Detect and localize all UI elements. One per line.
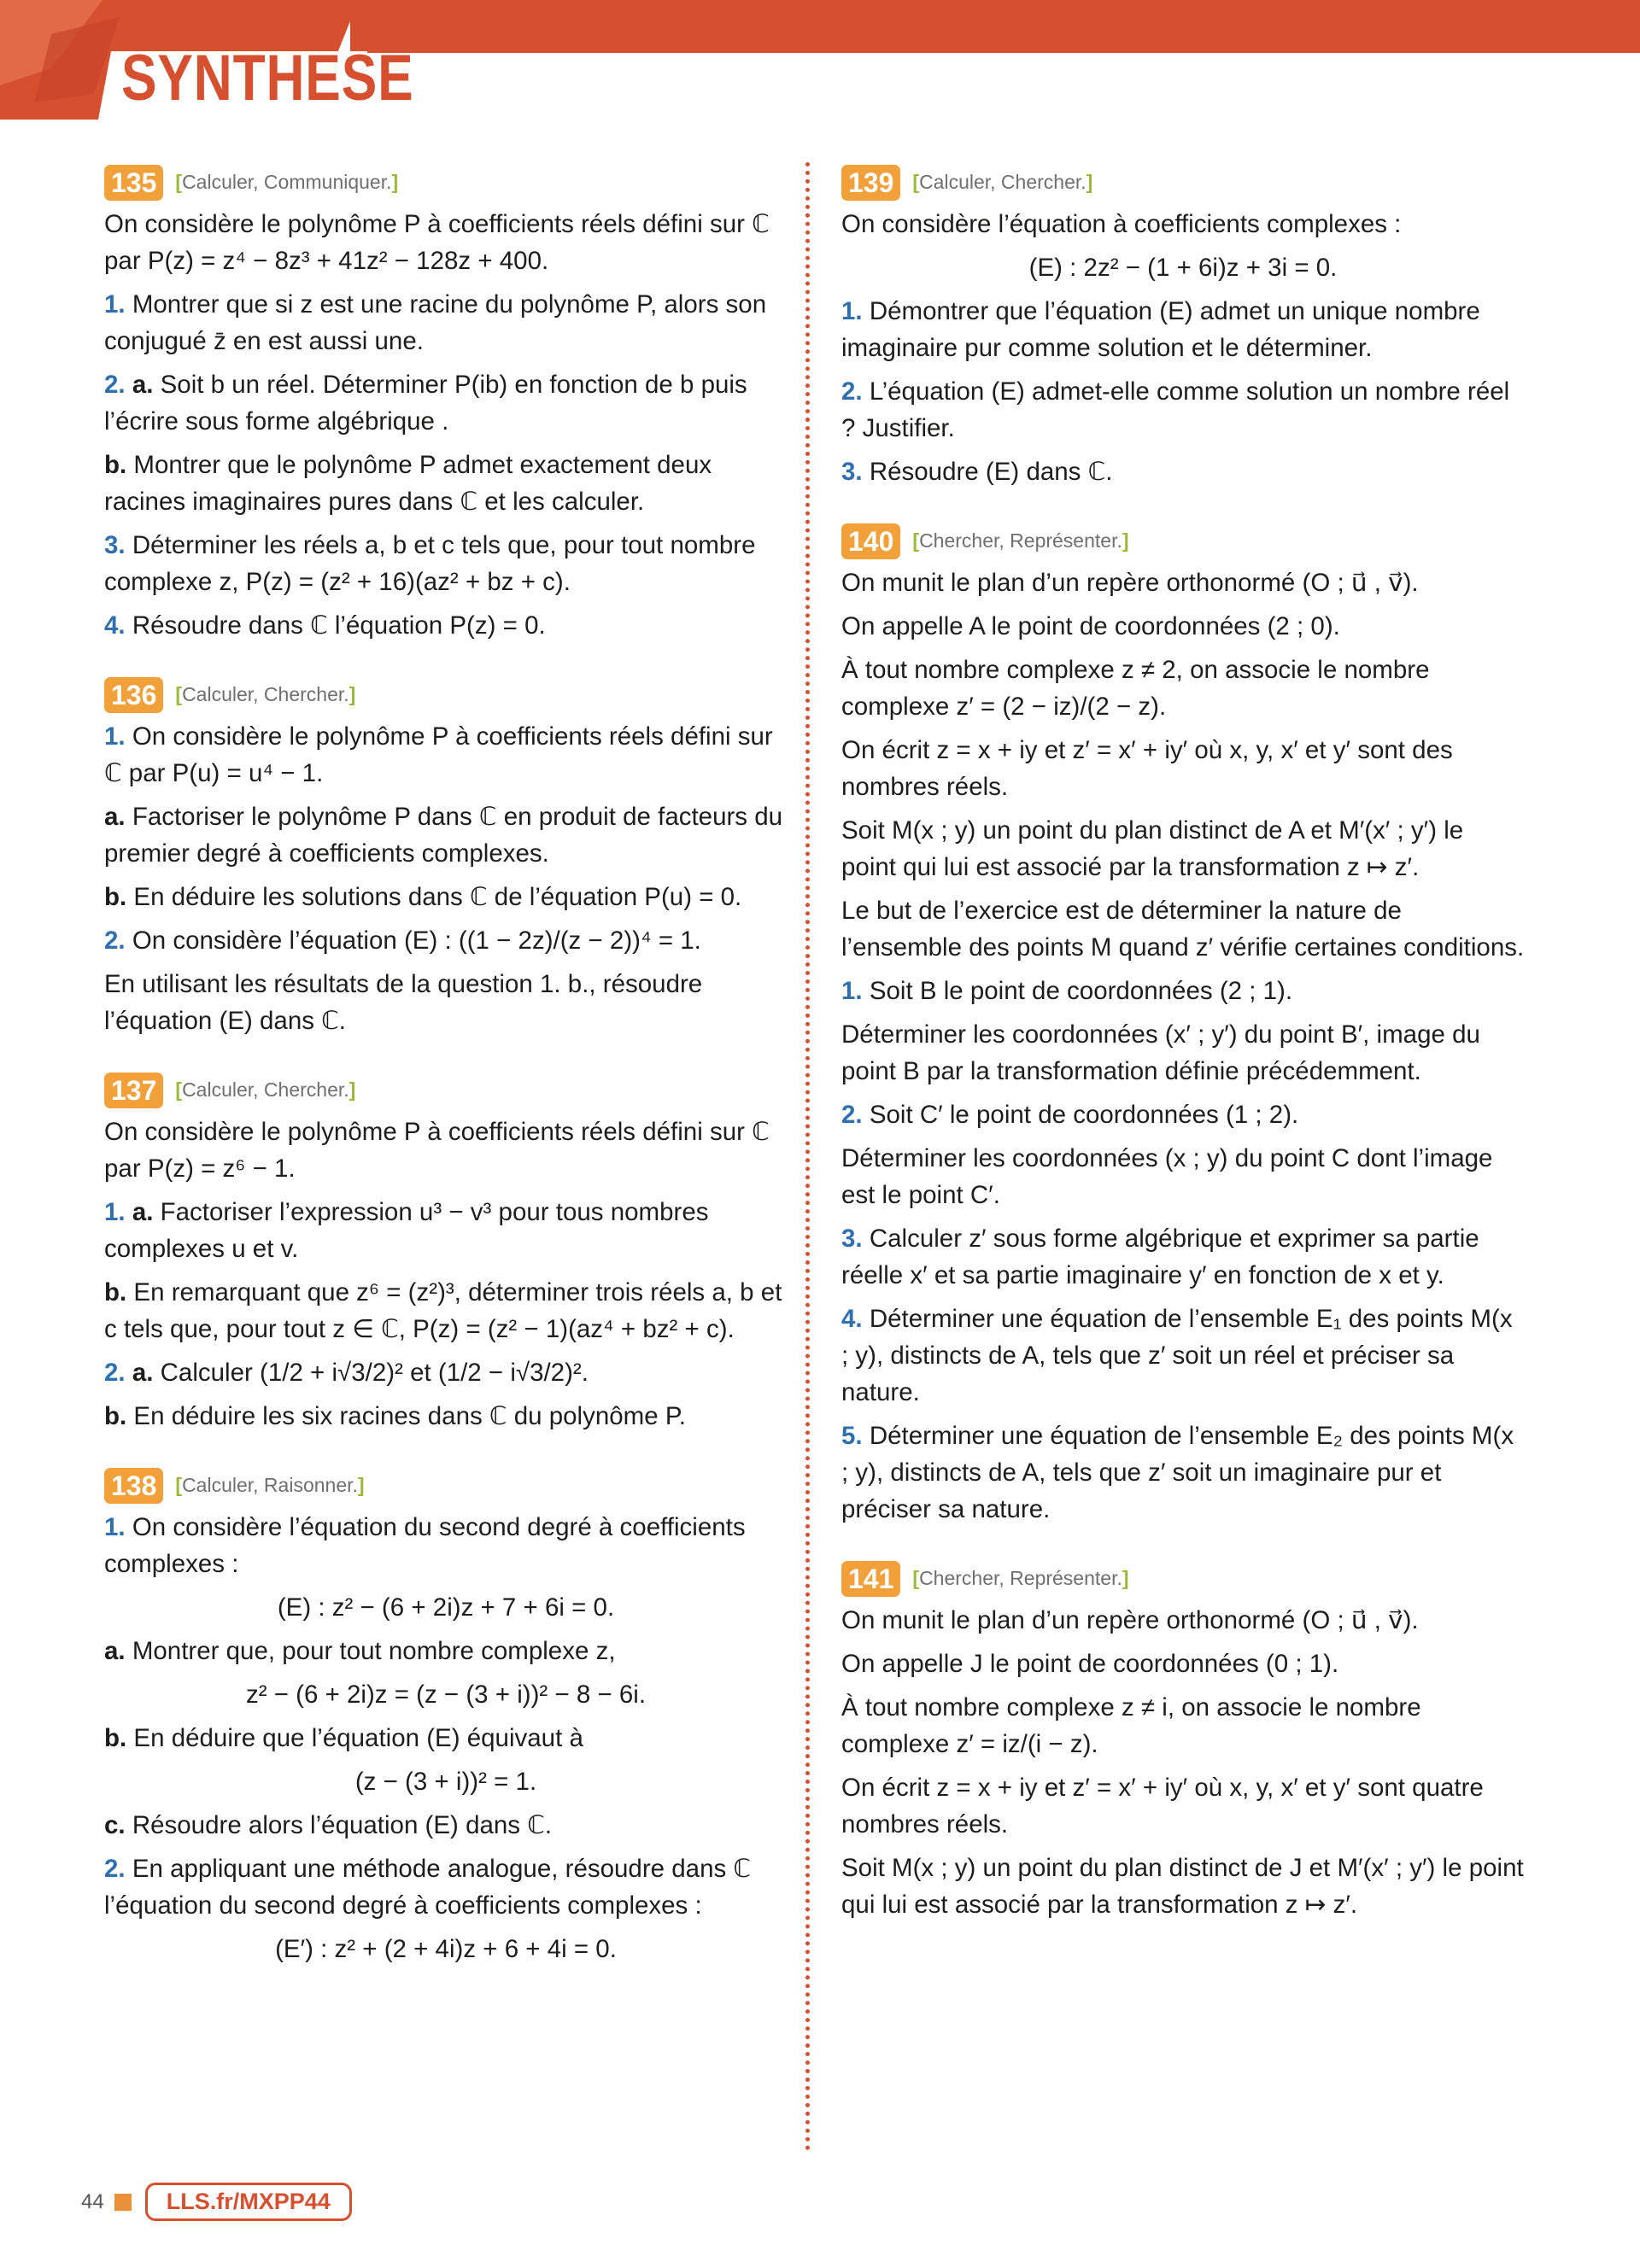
exercise-line: On munit le plan d’un repère orthonormé (O ; u⃗ , v⃗). [841, 1606, 1419, 1634]
exercise-line: On considère le polynôme P à coefficients réels défini sur ℂ par P(z) = z⁴ − 8z³ + 41z² − 128z + 400. [104, 210, 770, 275]
exercise-line: 1. On considère le polynôme P à coefficients réels défini sur ℂ par P(u) = u⁴ − 1. [104, 722, 773, 787]
exercise-line: 3. Résoudre (E) dans ℂ. [841, 458, 1113, 486]
exercise-line: 2. a. Calculer (1/2 + i√3/2)² et (1/2 − i√3/2)². [104, 1359, 589, 1387]
exercise-line: b. En déduire les six racines dans ℂ du polynôme P. [104, 1402, 686, 1430]
exercise-equation: (E) : z² − (6 + 2i)z + 7 + 6i = 0. [277, 1593, 615, 1622]
exercise-line: On munit le plan d’un repère orthonormé (O ; u⃗ , v⃗). [841, 569, 1419, 597]
page-footer [81, 2183, 352, 2221]
exercise-line: 3. Déterminer les réels a, b et c tels que, pour tout nombre complexe z, P(z) = (z² + 16)(az² + bz + c). [104, 531, 756, 596]
exercise-line: On appelle J le point de coordonnées (0 ; 1). [841, 1650, 1339, 1678]
exercise-skills: Calculer, Communiquer. [182, 171, 392, 193]
exercise-line: 2. En appliquant une méthode analogue, résoudre dans ℂ l’équation du second degré à coefficients complexes : [104, 1855, 752, 1920]
exercise-line: Soit M(x ; y) un point du plan distinct de J et M′(x′ ; y′) le point qui lui est associé par la transformation z ↦ z′. [841, 1854, 1524, 1919]
exercise-line: À tout nombre complexe z ≠ 2, on associe le nombre complexe z′ = (2 − iz)/(2 − z). [841, 656, 1430, 721]
exercise-line: 4. Déterminer une équation de l’ensemble E₁ des points M(x ; y), distincts de A, tels que z′ soit un réel et préciser sa nature. [841, 1305, 1513, 1406]
exercise-137: 137 [Calculer, Chercher.] On considère le polynôme P à coefficients réels défini sur ℂ par P(z) = z⁶ − 1. 1. a. Factoriser l’expression u³ − v³ pour tous nombres complexes u et v. b. En remarquant que z⁶ = (z²)³, déterminer trois réels a, b et c tels que, pour tout z ∈ ℂ, P(z) = (z² − 1)(az⁴ + bz² + c). 2. a. Calculer (1/2 + i√3/2)² et (1/2 − i√3/2)². b. En déduire les six racines dans ℂ du polynôme P. [104, 1072, 788, 1435]
exercise-number: 140 [841, 523, 900, 559]
exercise-line: On considère l’équation à coefficients complexes : [841, 210, 1402, 238]
exercise-number: 141 [841, 1561, 900, 1597]
exercise-number: 136 [104, 677, 163, 713]
exercise-135: 135 [Calculer, Communiquer.] On considère le polynôme P à coefficients réels défini sur ℂ par P(z) = z⁴ − 8z³ + 41z² − 128z + 400. 1. Montrer que si z est une racine du polynôme P, alors son conjugué z̄ en est aussi une. 2. a. Soit b un réel. Déterminer P(ib) en fonction de b puis l’écrire sous forme algébrique . b. Montrer que le polynôme P admet exactement deux racines imaginaires pures dans ℂ et les calculer. 3. Déterminer les réels a, b et c tels que, pour tout nombre complexe z, P(z) = (z² + 16)(az² + bz + c). 4. Résoudre dans ℂ l’équation P(z) = 0. [104, 164, 788, 644]
exercise-skills: Calculer, Chercher. [182, 683, 349, 705]
exercise-line: c. Résoudre alors l’équation (E) dans ℂ. [104, 1811, 553, 1839]
page-number: 44 [81, 2189, 104, 2213]
exercise-140: 140 [Chercher, Représenter.] On munit le plan d’un repère orthonormé (O ; u⃗ , v⃗). On appelle A le point de coordonnées (2 ; 0). À tout nombre complexe z ≠ 2, on associe le nombre complexe z′ = (2 − iz)/(2 − z). On écrit z = x + iy et z′ = x′ + iy′ où x, y, x′ et y′ sont des nombres réels. Soit M(x ; y) un point du plan distinct de A et M′(x′ ; y′) le point qui lui est associé par la transformation z ↦ z′. Le but de l’exercice est de déterminer la nature de l’ensemble des points M quand z′ vérifie certaines conditions. 1. Soit B le point de coordonnées (2 ; 1). Déterminer les coordonnées (x′ ; y′) du point B′, image du point B par la transformation définie précédemment. 2. Soit C′ le point de coordonnées (1 ; 2). Déterminer les coordonnées (x ; y) du point C dont l’image est le point C′. 3. Calculer z′ sous forme algébrique et exprimer sa partie réelle x′ et sa partie imaginaire y′ en fonction de x et y. 4. Déterminer une équation de l’ensemble E₁ des points M(x ; y), distincts de A, tels que z′ soit un réel et préciser sa nature. 5. Déterminer une équation de l’ensemble E₂ des points M(x ; y), distincts de A, tels que z′ soit un imaginaire pur et préciser sa nature. [841, 523, 1525, 1528]
exercise-line: 5. Déterminer une équation de l’ensemble E₂ des points M(x ; y), distincts de A, tels que z′ soit un imaginaire pur et préciser sa nature. [841, 1422, 1514, 1523]
square-icon [114, 2194, 132, 2211]
exercise-skills: Calculer, Chercher. [919, 171, 1086, 193]
exercise-line: Soit M(x ; y) un point du plan distinct de A et M′(x′ ; y′) le point qui lui est associé par la transformation z ↦ z′. [841, 816, 1464, 881]
exercise-line: Le but de l’exercice est de déterminer la nature de l’ensemble des points M quand z′ vérifie certaines conditions. [841, 897, 1525, 962]
exercise-number: 135 [104, 165, 163, 201]
exercise-141: 141 [Chercher, Représenter.] On munit le plan d’un repère orthonormé (O ; u⃗ , v⃗). On appelle J le point de coordonnées (0 ; 1). À tout nombre complexe z ≠ i, on associe le nombre complexe z′ = iz/(i − z). On écrit z = x + iy et z′ = x′ + iy′ où x, y, x′ et y′ sont quatre nombres réels. Soit M(x ; y) un point du plan distinct de J et M′(x′ ; y′) le point qui lui est associé par la transformation z ↦ z′. [841, 1560, 1525, 1923]
exercise-line: 3. Calculer z′ sous forme algébrique et exprimer sa partie réelle x′ et sa partie imaginaire y′ en fonction de x et y. [841, 1225, 1479, 1289]
exercise-line: b. Montrer que le polynôme P admet exactement deux racines imaginaires pures dans ℂ et les calculer. [104, 451, 712, 516]
exercise-line: b. En remarquant que z⁶ = (z²)³, déterminer trois réels a, b et c tels que, pour tout z ∈ ℂ, P(z) = (z² − 1)(az⁴ + bz² + c). [104, 1278, 782, 1343]
exercise-skills: Calculer, Raisonner. [182, 1474, 358, 1496]
exercise-line: b. En déduire que l’équation (E) équivaut à [104, 1724, 583, 1752]
exercise-equation: z² − (6 + 2i)z = (z − (3 + i))² − 8 − 6i. [245, 1681, 647, 1709]
exercise-number: 137 [104, 1073, 163, 1108]
exercise-number: 138 [104, 1468, 163, 1504]
page-title: SYNTHÈSE [121, 42, 414, 114]
right-column [841, 164, 1525, 1955]
exercise-equation: (E) : 2z² − (1 + 6i)z + 3i = 0. [1028, 254, 1338, 282]
left-column [104, 164, 788, 2000]
exercise-line: On appelle A le point de coordonnées (2 ; 0). [841, 612, 1340, 640]
exercise-line: 1. Soit B le point de coordonnées (2 ; 1). [841, 977, 1293, 1005]
exercise-line: 1. Démontrer que l’équation (E) admet un unique nombre imaginaire pur comme solution et le déterminer. [841, 297, 1480, 362]
exercise-skills: Chercher, Représenter. [919, 1567, 1122, 1589]
exercise-line: 2. a. Soit b un réel. Déterminer P(ib) en fonction de b puis l’écrire sous forme algébrique . [104, 371, 747, 435]
exercise-line: 1. a. Factoriser l’expression u³ − v³ pour tous nombres complexes u et v. [104, 1198, 709, 1263]
exercise-line: a. Factoriser le polynôme P dans ℂ en produit de facteurs du premier degré à coefficients complexes. [104, 803, 783, 868]
exercise-line: On considère le polynôme P à coefficients réels défini sur ℂ par P(z) = z⁶ − 1. [104, 1118, 770, 1183]
exercise-number: 139 [841, 165, 900, 201]
exercise-138: 138 [Calculer, Raisonner.] 1. On considère l’équation du second degré à coefficients complexes : (E) : z² − (6 + 2i)z + 7 + 6i = 0. a. Montrer que, pour tout nombre complexe z, z² − (6 + 2i)z = (z − (3 + i))² − 8 − 6i. b. En déduire que l’équation (E) équivaut à (z − (3 + i))² = 1. c. Résoudre alors l’équation (E) dans ℂ. 2. En appliquant une méthode analogue, résoudre dans ℂ l’équation du second degré à coefficients complexes : (E′) : z² + (2 + 4i)z + 6 + 4i = 0. [104, 1467, 788, 1967]
exercise-equation: (z − (3 + i))² = 1. [354, 1768, 537, 1796]
exercise-line: b. En déduire les solutions dans ℂ de l’équation P(u) = 0. [104, 883, 742, 911]
resource-link[interactable]: LLS.fr/MXPP44 [145, 2183, 352, 2221]
exercise-line: 4. Résoudre dans ℂ l’équation P(z) = 0. [104, 611, 546, 640]
exercise-skills: Chercher, Représenter. [919, 529, 1122, 552]
top-banner [350, 0, 1640, 53]
exercise-139: 139 [Calculer, Chercher.] On considère l’équation à coefficients complexes : (E) : 2z² − (1 + 6i)z + 3i = 0. 1. Démontrer que l’équation (E) admet un unique nombre imaginaire pur comme solution et le déterminer. 2. L’équation (E) admet-elle comme solution un nombre réel ? Justifier. 3. Résoudre (E) dans ℂ. [841, 164, 1525, 490]
exercise-line: a. Montrer que, pour tout nombre complexe z, [104, 1637, 616, 1665]
exercise-136: 136 [Calculer, Chercher.] 1. On considère le polynôme P à coefficients réels défini sur ℂ par P(u) = u⁴ − 1. a. Factoriser le polynôme P dans ℂ en produit de facteurs du premier degré à coefficients complexes. b. En déduire les solutions dans ℂ de l’équation P(u) = 0. 2. On considère l’équation (E) : ((1 − 2z)/(z − 2))⁴ = 1. En utilisant les résultats de la question 1. b., résoudre l’équation (E) dans ℂ. [104, 676, 788, 1039]
exercise-line: 1. Montrer que si z est une racine du polynôme P, alors son conjugué z̄ en est aussi une. [104, 290, 767, 355]
exercise-line: On écrit z = x + iy et z′ = x′ + iy′ où x, y, x′ et y′ sont quatre nombres réels. [841, 1774, 1484, 1838]
exercise-line: À tout nombre complexe z ≠ i, on associe le nombre complexe z′ = iz/(i − z). [841, 1693, 1421, 1758]
exercise-skills: Calculer, Chercher. [182, 1078, 349, 1101]
exercise-line: 2. Soit C′ le point de coordonnées (1 ; 2). [841, 1101, 1299, 1129]
exercise-line: En utilisant les résultats de la question 1. b., résoudre l’équation (E) dans ℂ. [104, 970, 703, 1035]
exercise-equation: (E′) : z² + (2 + 4i)z + 6 + 4i = 0. [275, 1935, 617, 1963]
exercise-line: 2. L’équation (E) admet-elle comme solution un nombre réel ? Justifier. [841, 377, 1510, 442]
exercise-line: 2. On considère l’équation (E) : ((1 − 2z)/(z − 2))⁴ = 1. [104, 926, 701, 955]
exercise-line: Déterminer les coordonnées (x′ ; y′) du point B′, image du point B par la transformation définie précédemment. [841, 1020, 1480, 1085]
exercise-line: 1. On considère l’équation du second degré à coefficients complexes : [104, 1513, 746, 1578]
exercise-line: Déterminer les coordonnées (x ; y) du point C dont l’image est le point C′. [841, 1144, 1493, 1209]
exercise-line: On écrit z = x + iy et z′ = x′ + iy′ où x, y, x′ et y′ sont des nombres réels. [841, 736, 1453, 801]
column-divider [805, 162, 810, 2152]
